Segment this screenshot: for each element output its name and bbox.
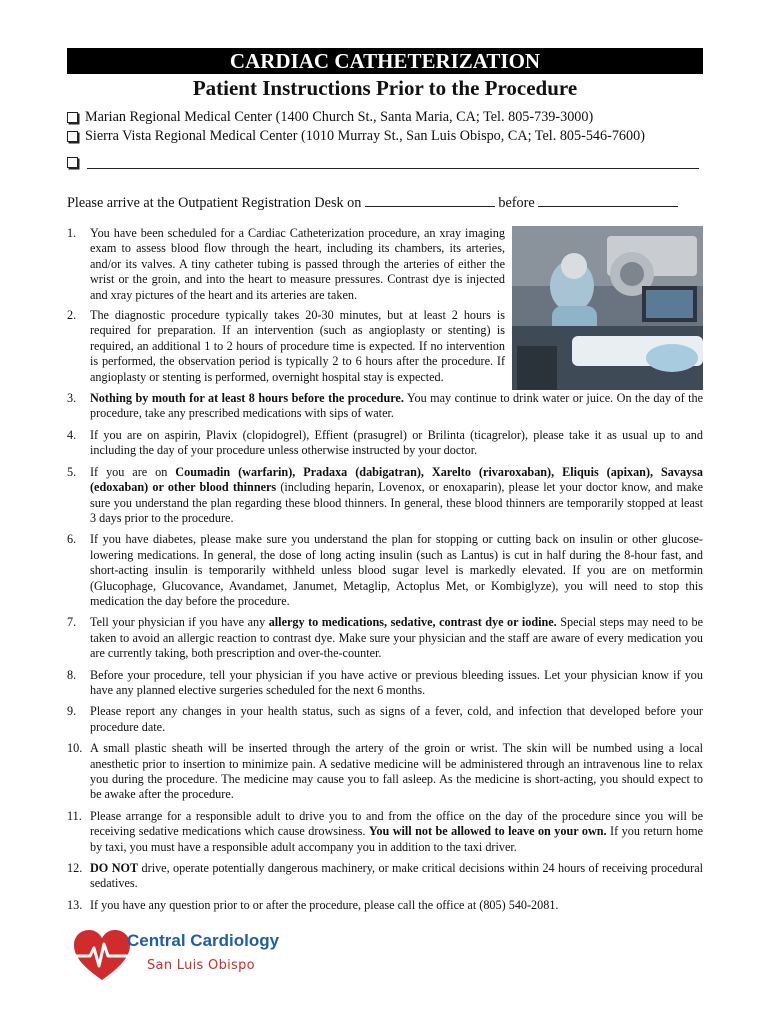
list-item (67, 428, 703, 459)
item-number: 3. (67, 391, 77, 406)
item-number: 7. (67, 615, 77, 630)
item-bold-text: Nothing by mouth for at least 8 hours before the procedure. (90, 391, 404, 406)
page-title: CARDIAC CATHETERIZATION (67, 48, 703, 74)
arrival-middle: before (498, 195, 535, 211)
item-text: If you have diabetes, please make sure you understand the plan for stopping or cutting back on insulin or other glucose-lowering medications. In general, the dose of long acting insulin (such as Lantus) is cut in half during the 8-hour fast, and short-acting insulin is temporarily withheld unless blood sugar level is markedly elevated. If you are on metformin (Glucophage, Glucovance, Avandamet, Janumet, Metaglip, Actoplus Met, or Kombiglyze), you will need to stop this medication the day before the procedure. (90, 532, 703, 608)
item-number: 12. (67, 861, 83, 876)
item-text: Special steps may need to be taken to avoid an allergic reaction to contrast dye. Make sure your physician and the staff are aware of every medication you are currently taking, both prescription and over-the-counter. (90, 615, 703, 661)
item-text: Please report any changes in your health status, such as signs of a fever, cold, and infection that developed before your procedure date. (90, 704, 703, 734)
arrival-time-field[interactable] (538, 193, 678, 207)
location-option-sierra-vista[interactable] (67, 127, 703, 146)
item-text-pre: Please arrange for a responsible adult to drive you to and from the office on the day of the procedure since you will be receiving sedative medications which cause drowsiness. (90, 808, 703, 839)
item-text: If you are on aspirin, Plavix (clopidogrel), Effient (prasugrel) or Brilinta (ticagrelor), please take it as usual up to and including the day of your procedure unless otherwise instructed by your doctor. (90, 427, 703, 458)
item-number: 8. (67, 667, 77, 682)
item-number: 1. (67, 226, 77, 240)
item-text: (including heparin, Lovenox, or enoxaparin), please let your doctor know, and make sure you understand the plan regarding these blood thinners. In general, these blood thinners are temporarily stopped at least 3 days prior to the procedure. (90, 480, 703, 525)
checkbox-icon[interactable] (67, 112, 78, 123)
instruction-list (67, 226, 703, 913)
location-option-marian[interactable] (67, 108, 703, 127)
item-bold-text: Coumadin (warfarin), Pradaxa (dabigatran), Xarelto (rivaroxaban), Eliquis (apixan), Savaysa (edoxaban) or other blood thinners (90, 464, 703, 495)
item-text: A small plastic sheath will be inserted through the artery of the groin or wrist. The skin will be numbed using a local anesthetic prior to insertion to minimize pain. A sedative medicine will be administered through an intravenous line to relax you during the procedure. The medicine may cause you to fall asleep. As the medicine is short-acting, you should expect to be awake after the procedure. (90, 741, 703, 802)
item-number: 11. (67, 808, 82, 823)
item-text: The diagnostic procedure typically takes 20-30 minutes, but at least 2 hours is required for preparation. If an intervention (such as angioplasty or stenting) is required, an additional 1 to 2 hours of procedure time is expected. If no intervention is performed, the observation period is typically 2 to 6 hours after the procedure. If angioplasty or stenting is performed, overnight hospital stay is expected. (90, 308, 505, 384)
list-item (67, 668, 703, 699)
location-label: Sierra Vista Regional Medical Center (1010 Murray St., San Luis Obispo, CA; Tel. 805-546-7600) (85, 128, 645, 144)
item-text: You have been scheduled for a Cardiac Catheterization procedure, an xray imaging exam to assess blood flow through the heart, including its chambers, its arteries, and/or its valves. A tiny catheter tubing is passed through the arteries of either the wrist or the groin, and into the heart to measure pressures. Contrast dye is injected and xray pictures of the heart and its arteries are taken. (90, 226, 505, 302)
item-number: 10. (67, 741, 83, 756)
heart-ecg-icon (72, 928, 132, 984)
item-number: 2. (67, 308, 77, 323)
item-text-pre: Tell your physician if you have any (90, 615, 269, 630)
list-item (67, 615, 703, 661)
checkbox-icon[interactable] (67, 157, 78, 168)
other-location-field[interactable] (87, 156, 699, 169)
item-text: You may continue to drink water or juice. On the day of the procedure, take any prescribed medications with sips of water. (90, 391, 703, 421)
list-item (67, 741, 703, 803)
item-text: Before your procedure, tell your physician if you have active or previous bleeding issues. Let your physician know if you have any planned elective surgeries scheduled for the next 6 months. (90, 667, 703, 697)
list-item (67, 308, 505, 385)
location-label: Marian Regional Medical Center (1400 Church St., Santa Maria, CA; Tel. 805-739-3000) (85, 109, 594, 125)
list-item (67, 898, 703, 913)
item-number: 6. (67, 532, 77, 547)
item-number: 9. (67, 704, 77, 719)
item-bold-text: allergy to medications, sedative, contrast dye or iodine. (268, 615, 557, 630)
location-option-other[interactable] (67, 156, 699, 169)
logo-name: Central Cardiology (127, 931, 280, 950)
item-text: If you return home by taxi, you must have a responsible adult accompany you in addition to the taxi driver. (90, 824, 703, 854)
list-item (67, 809, 703, 855)
item-number: 5. (67, 464, 77, 479)
arrival-prefix: Please arrive at the Outpatient Registration Desk on (67, 195, 362, 211)
page-subtitle: Patient Instructions Prior to the Procedure (192, 76, 578, 100)
item-text: If you have any question prior to or after the procedure, please call the office at (805) 540-2081. (90, 897, 559, 912)
location-options (67, 108, 703, 146)
item-number: 4. (67, 427, 77, 442)
item-text: drive, operate potentially dangerous machinery, or make critical decisions within 24 hours of receiving procedural sedatives. (90, 861, 703, 891)
list-item (67, 226, 505, 303)
list-item (67, 465, 703, 527)
checkbox-icon[interactable] (67, 131, 78, 142)
list-item (67, 861, 703, 892)
arrival-date-field[interactable] (365, 193, 495, 207)
arrival-line (67, 193, 703, 213)
list-item (67, 532, 703, 609)
central-cardiology-logo (72, 928, 282, 984)
item-number: 13. (67, 897, 83, 912)
item-text-pre: If you are on (90, 464, 176, 479)
item-bold-text: You will not be allowed to leave on your own. (368, 824, 607, 839)
list-item (67, 391, 703, 422)
item-bold-text: DO NOT (90, 861, 139, 876)
logo-location: San Luis Obispo (147, 958, 255, 973)
list-item (67, 704, 703, 735)
